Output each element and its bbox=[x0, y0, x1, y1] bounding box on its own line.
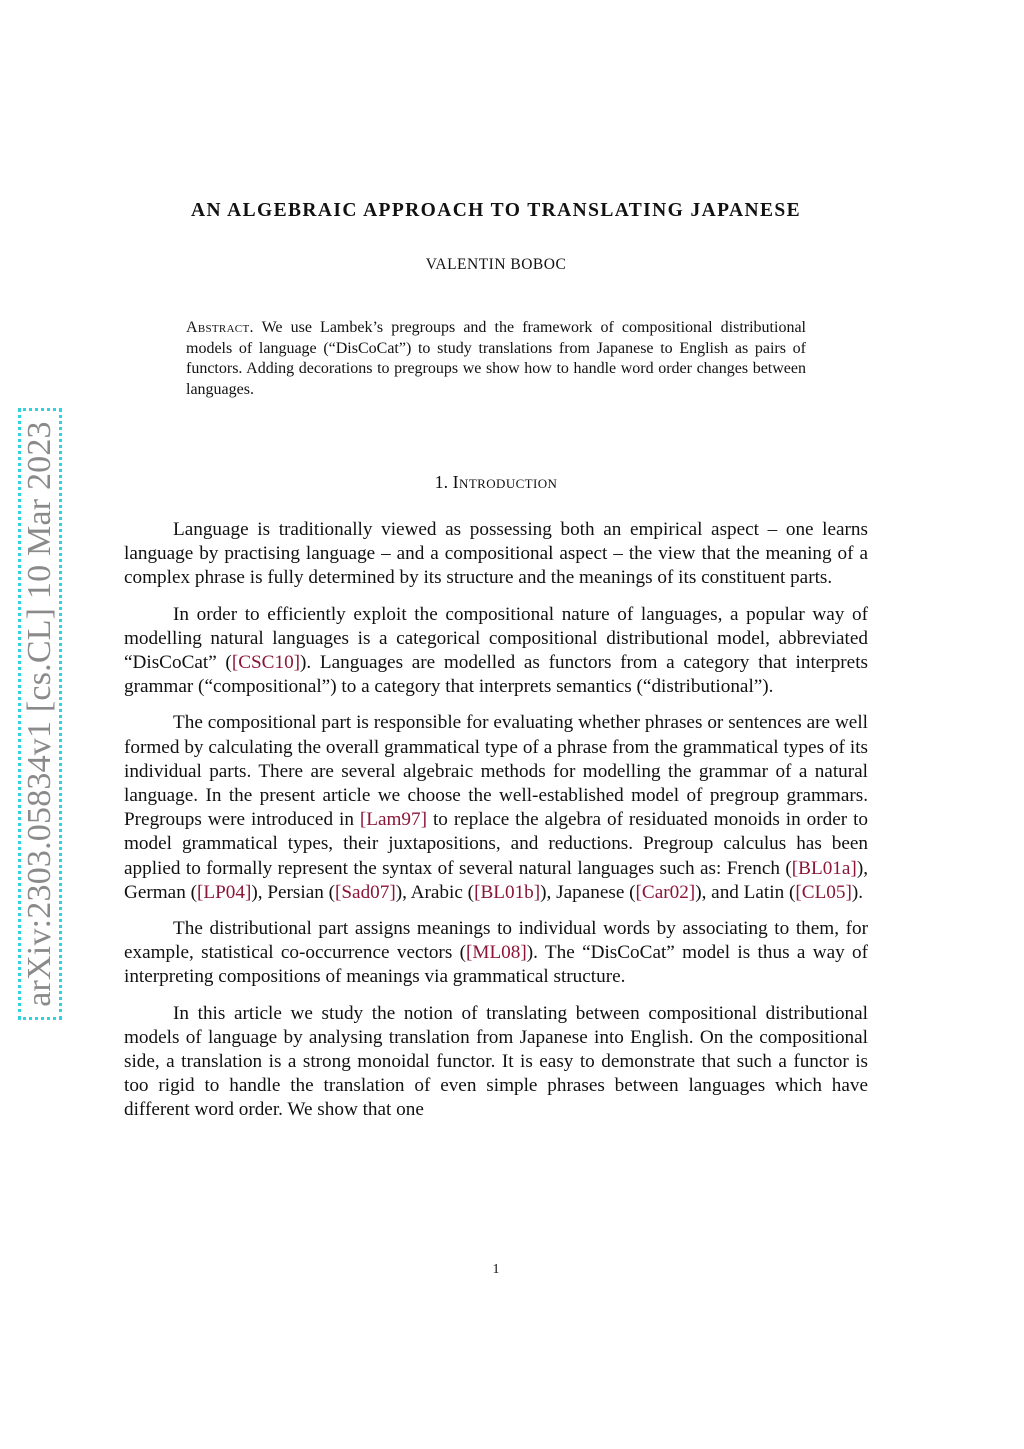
citation-link-lam97[interactable]: [Lam97] bbox=[359, 809, 428, 831]
citation-link-car02[interactable]: [Car02] bbox=[635, 881, 696, 903]
text-run: ). bbox=[851, 881, 864, 903]
text-run: The compositional part is responsible for evaluating whether phrases or sentences are well formed by calculating the overall grammatical type of a phrase from the grammatical types of its individual parts. There are several algebraic methods for modelling the grammar of a natural language. In the present article we choose the well-established model of pregroup grammars. Pregroups were introduced in bbox=[124, 712, 868, 831]
section-title: Introduction bbox=[452, 472, 558, 492]
text-run: ). The “DisCoCat” model is thus a way of interpreting compositions of meanings via grammatical structure. bbox=[124, 942, 868, 988]
text-run: ), Persian ( bbox=[251, 881, 335, 903]
arxiv-identifier[interactable]: arXiv:2303.05834v1 [cs.CL] 10 Mar 2023 bbox=[21, 421, 58, 1007]
author-name: VALENTIN BOBOC bbox=[425, 256, 567, 273]
citation-link-bl01b[interactable]: [BL01b] bbox=[474, 881, 541, 903]
text-run: to replace the algebra of residuated monoids in order to model grammatical types, their juxtapositions, and reductions. Pregroup calculus has been applied to formally represent the syntax of several natural languages such as: French ( bbox=[124, 809, 868, 879]
paragraph-5: In this article we study the notion of translating between compositional distributional models of language by analysing translation from Japanese into English. On the compositional side, a translation is a strong monoidal functor. It is easy to demonstrate that such a functor is too rigid to handle the translation of even simple phrases between languages which have different word order. We show that one bbox=[124, 1002, 868, 1121]
citation-link-lp04[interactable]: [LP04] bbox=[196, 881, 252, 903]
text-run: ), and Latin ( bbox=[695, 881, 796, 903]
abstract-label: Abstract. bbox=[186, 319, 254, 336]
section-heading bbox=[124, 472, 868, 493]
text-run: ). Languages are modelled as functors from a category that interprets grammar (“compositional”) to a category that interprets semantics (“distributional”). bbox=[124, 652, 868, 698]
paragraph-1: Language is traditionally viewed as possessing both an empirical aspect – one learns language by practising language – and a compositional aspect – the view that the meaning of a complex phrase is fully determined by its structure and the meanings of its constituent parts. bbox=[124, 519, 868, 589]
text-run: In order to efficiently exploit the compositional nature of languages, a popular way of modelling natural languages is a categorical compositional distributional model, abbreviated “DisCoCat” ( bbox=[124, 603, 868, 674]
text-run: ), Japanese ( bbox=[540, 881, 636, 903]
citation-link-sad07[interactable]: [Sad07] bbox=[335, 881, 396, 903]
citation-link-csc10[interactable]: [CSC10] bbox=[231, 652, 301, 674]
arxiv-stamp bbox=[18, 408, 62, 1020]
citation-link-ml08[interactable]: [ML08] bbox=[466, 942, 527, 964]
paper-title: AN ALGEBRAIC APPROACH TO TRANSLATING JAPANESE bbox=[191, 200, 801, 221]
paragraph-4 bbox=[124, 917, 868, 990]
text-run: ), Arabic ( bbox=[395, 881, 475, 903]
abstract bbox=[186, 318, 806, 400]
citation-link-cl05[interactable]: [CL05] bbox=[795, 881, 852, 903]
text-run: The distributional part assigns meanings to individual words by associating to them, for example, statistical co-occurrence vectors ( bbox=[124, 918, 868, 964]
text-run: ), German ( bbox=[124, 857, 868, 903]
section-number: 1. bbox=[434, 472, 449, 492]
abstract-text: We use Lambek’s pregroups and the framework of compositional distributional models of language (“DisCoCat”) to study translations from Japanese to English as pairs of functors. Adding decorations to pregroups we show how to handle word order changes between languages. bbox=[186, 319, 806, 398]
page-number: 1 bbox=[492, 1262, 500, 1277]
citation-link-bl01a[interactable]: [BL01a] bbox=[791, 857, 857, 879]
body-text bbox=[124, 518, 868, 1135]
paragraph-2 bbox=[124, 603, 868, 700]
paragraph-3 bbox=[124, 711, 868, 905]
